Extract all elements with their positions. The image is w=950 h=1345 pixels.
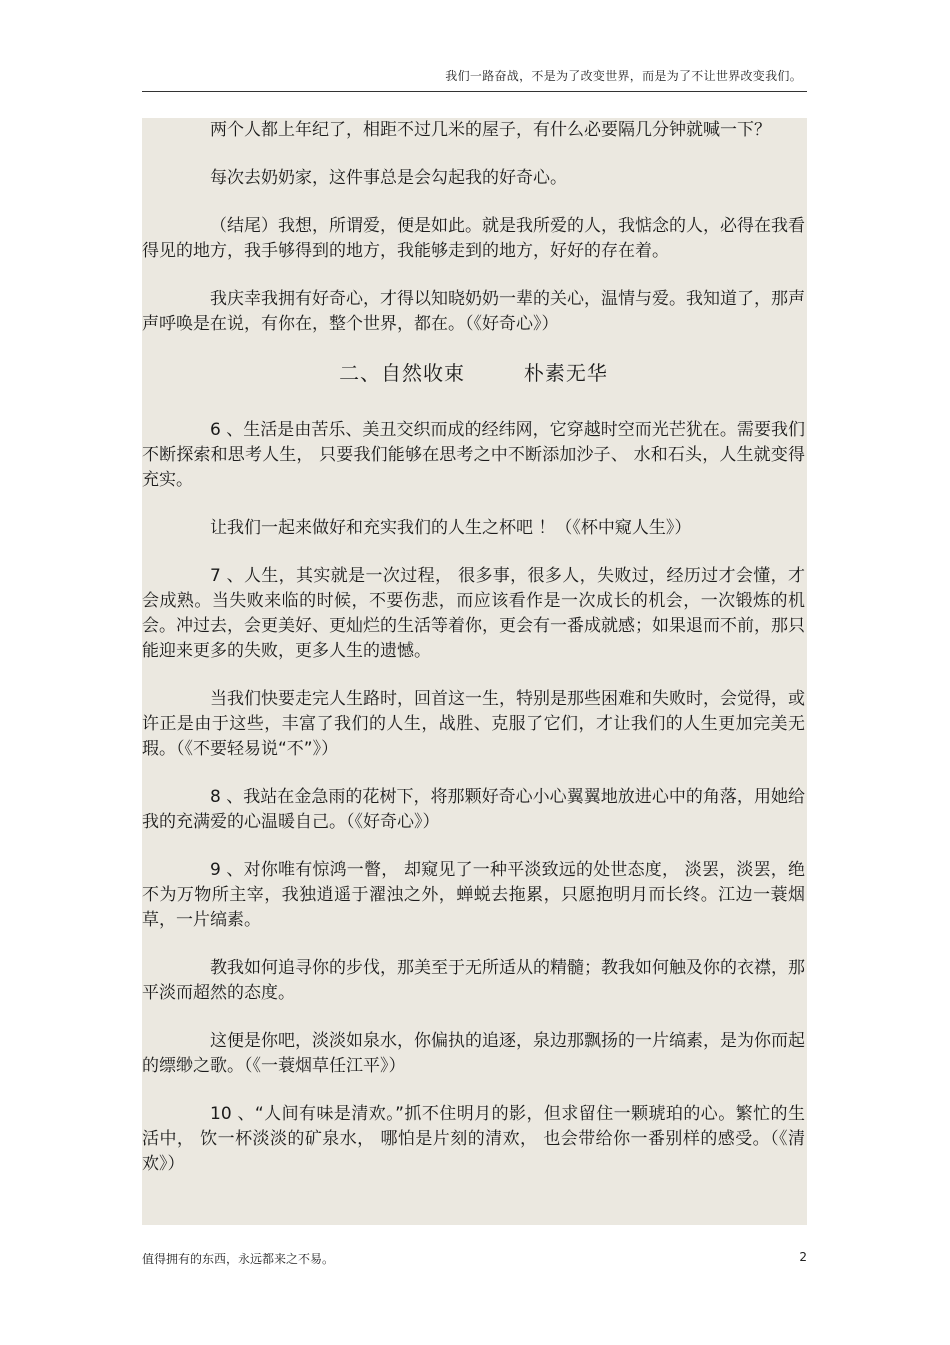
paragraph: 当我们快要走完人生路时，回首这一生，特别是那些困难和失败时，会觉得，或许正是由于这些，丰富了我们的人生，战胜、克服了它们，才让我们的人生更加完美无瑕。（《不要轻易说“不”》）	[142, 689, 805, 759]
header-motto: 我们一路奋战，不是为了改变世界，而是为了不让世界改变我们。	[445, 69, 802, 83]
paragraph: 8 、我站在金急雨的花树下，将那颗好奇心小心翼翼地放进心中的角落，用她给我的充满爱的心温暖自己。（《好奇心》）	[142, 787, 805, 832]
paragraph: 9 、对你唯有惊鸿一瞥， 却窥见了一种平淡致远的处世态度， 淡罢，淡罢，绝不为万物所主宰，我独逍遥于濯浊之外，蝉蜕去拖累，只愿抱明月而长终。江边一蓑烟草，一片缟素。	[142, 860, 805, 930]
header-divider	[142, 91, 807, 92]
document-body	[142, 118, 805, 1200]
paragraph: 两个人都上年纪了，相距不过几米的屋子，有什么必要隔几分钟就喊一下？	[210, 120, 771, 140]
paragraph: 7 、人生，其实就是一次过程， 很多事，很多人，失败过，经历过才会懂，才会成熟。当失败来临的时候，不要伤悲，而应该看作是一次成长的机会，一次锻炼的机会。冲过去，会更美好、更灿烂的生活等着你，更会有一番成就感；如果退而不前，那只能迎来更多的失败，更多人生的遗憾。	[142, 566, 805, 661]
page-number: 2	[799, 1250, 807, 1264]
paragraph: 10 、“人间有味是清欢。”抓不住明月的影，但求留住一颗琥珀的心。繁忙的生活中， 饮一杯淡淡的矿泉水， 哪怕是片刻的清欢， 也会带给你一番别样的感受。（《清欢》）	[142, 1104, 805, 1174]
paragraph: 我庆幸我拥有好奇心，才得以知晓奶奶一辈的关心，温情与爱。我知道了，那声声呼唤是在说，有你在，整个世界，都在。（《好奇心》）	[142, 289, 805, 334]
footer-motto: 值得拥有的东西，永远都来之不易。	[142, 1252, 335, 1266]
paragraph: 每次去奶奶家，这件事总是会勾起我的好奇心。	[210, 168, 567, 188]
paragraph: 这便是你吧，淡淡如泉水，你偏执的追逐，泉边那飘扬的一片缟素，是为你而起的缥缈之歌。（《一蓑烟草任江平》）	[142, 1031, 805, 1076]
paragraph: 教我如何追寻你的步伐，那美至于无所适从的精髓；教我如何触及你的衣襟，那平淡而超然的态度。	[142, 958, 805, 1003]
paragraph: 6 、生活是由苦乐、美丑交织而成的经纬网，它穿越时空而光芒犹在。需要我们不断探索和思考人生， 只要我们能够在思考之中不断添加沙子、 水和石头，人生就变得充实。	[142, 420, 805, 490]
paragraph: 让我们一起来做好和充实我们的人生之杯吧 ！（《杯中窥人生》）	[210, 518, 692, 538]
paragraph: （结尾）我想，所谓爱，便是如此。就是我所爱的人，我惦念的人，必得在我看得见的地方，我手够得到的地方，我能够走到的地方，好好的存在着。	[142, 216, 805, 261]
section-heading: 二、自然收束 朴素无华	[339, 361, 608, 385]
